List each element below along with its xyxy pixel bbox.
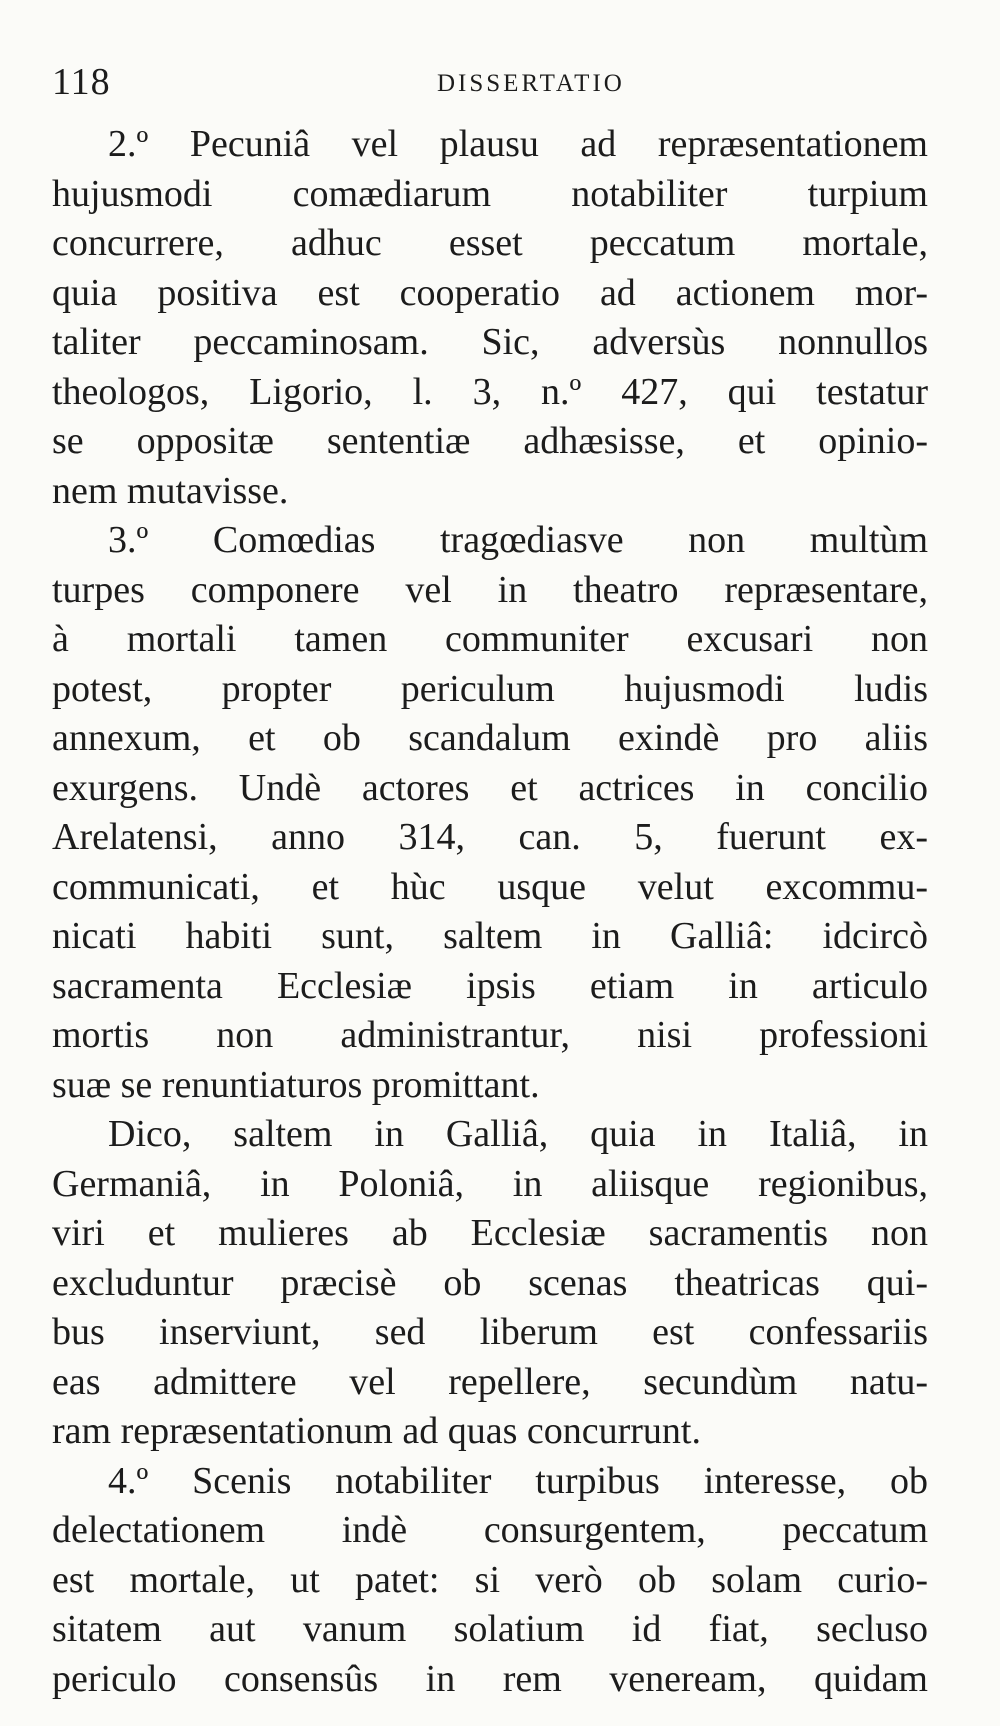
text-line: Arelatensi, anno 314, can. 5, fuerunt ex- (52, 816, 928, 858)
text-line: viri et mulieres ab Ecclesiæ sacramentis non (52, 1212, 928, 1254)
page-header (52, 60, 632, 120)
text-line: communicati, et hùc usque velut excommu- (52, 865, 928, 908)
text-line: ram repræsentationum ad quas concurrunt. (52, 1410, 701, 1452)
text-line: delectationem indè consurgentem, peccatum (52, 1509, 928, 1551)
text-line: eas admittere vel repellere, secundùm natu- (52, 1360, 928, 1403)
text-line: potest, propter periculum hujusmodi ludis (52, 667, 928, 710)
text-line: excluduntur præcisè ob scenas theatricas qui- (52, 1261, 928, 1304)
page-number: 118 (52, 61, 111, 103)
text-line: hujusmodi comædiarum notabiliter turpium (52, 172, 928, 215)
text-line: suæ se renuntiaturos promittant. (52, 1063, 540, 1106)
text-line: Dico, saltem in Galliâ, quia in Italiâ, in (108, 1113, 928, 1155)
text-line: theologos, Ligorio, l. 3, n.º 427, qui testatur (52, 370, 928, 413)
text-line: mortis non administrantur, nisi professioni (52, 1014, 928, 1056)
text-line: taliter peccaminosam. Sic, adversùs nonnullos (52, 321, 928, 363)
text-line: 3.º Comœdias tragœdiasve non multùm (108, 519, 928, 561)
text-line: se oppositæ sententiæ adhæsisse, et opinio- (52, 420, 928, 462)
text-line: 4.º Scenis notabiliter turpibus interesse, ob (108, 1459, 928, 1502)
text-line: annexum, et ob scandalum exindè pro aliis (52, 717, 928, 759)
text-line: turpes componere vel in theatro repræsentare, (52, 568, 928, 611)
text-line: à mortali tamen communiter excusari non (52, 618, 928, 660)
text-line: 2.º Pecuniâ vel plausu ad repræsentationem (108, 123, 928, 165)
text-line: est mortale, ut patet: si verò ob solam curio- (52, 1558, 928, 1601)
text-line: Germaniâ, in Poloniâ, in aliisque regionibus, (52, 1162, 928, 1205)
text-line: bus inserviunt, sed liberum est confessariis (52, 1311, 928, 1353)
text-line: periculo consensûs in rem veneream, quidam (52, 1657, 928, 1700)
text-line: quia positiva est cooperatio ad actionem mor- (52, 271, 928, 314)
text-line: nem mutavisse. (52, 469, 289, 512)
text-line: concurrere, adhuc esset peccatum mortale, (52, 222, 928, 264)
text-line: sitatem aut vanum solatium id fiat, secluso (52, 1608, 928, 1650)
text-line: nicati habiti sunt, saltem in Galliâ: idcircò (52, 915, 928, 957)
body-text (52, 120, 928, 1704)
text-line: sacramenta Ecclesiæ ipsis etiam in articulo (52, 964, 928, 1007)
text-line: exurgens. Undè actores et actrices in concilio (52, 766, 928, 809)
running-title: DISSERTATIO (437, 70, 625, 97)
